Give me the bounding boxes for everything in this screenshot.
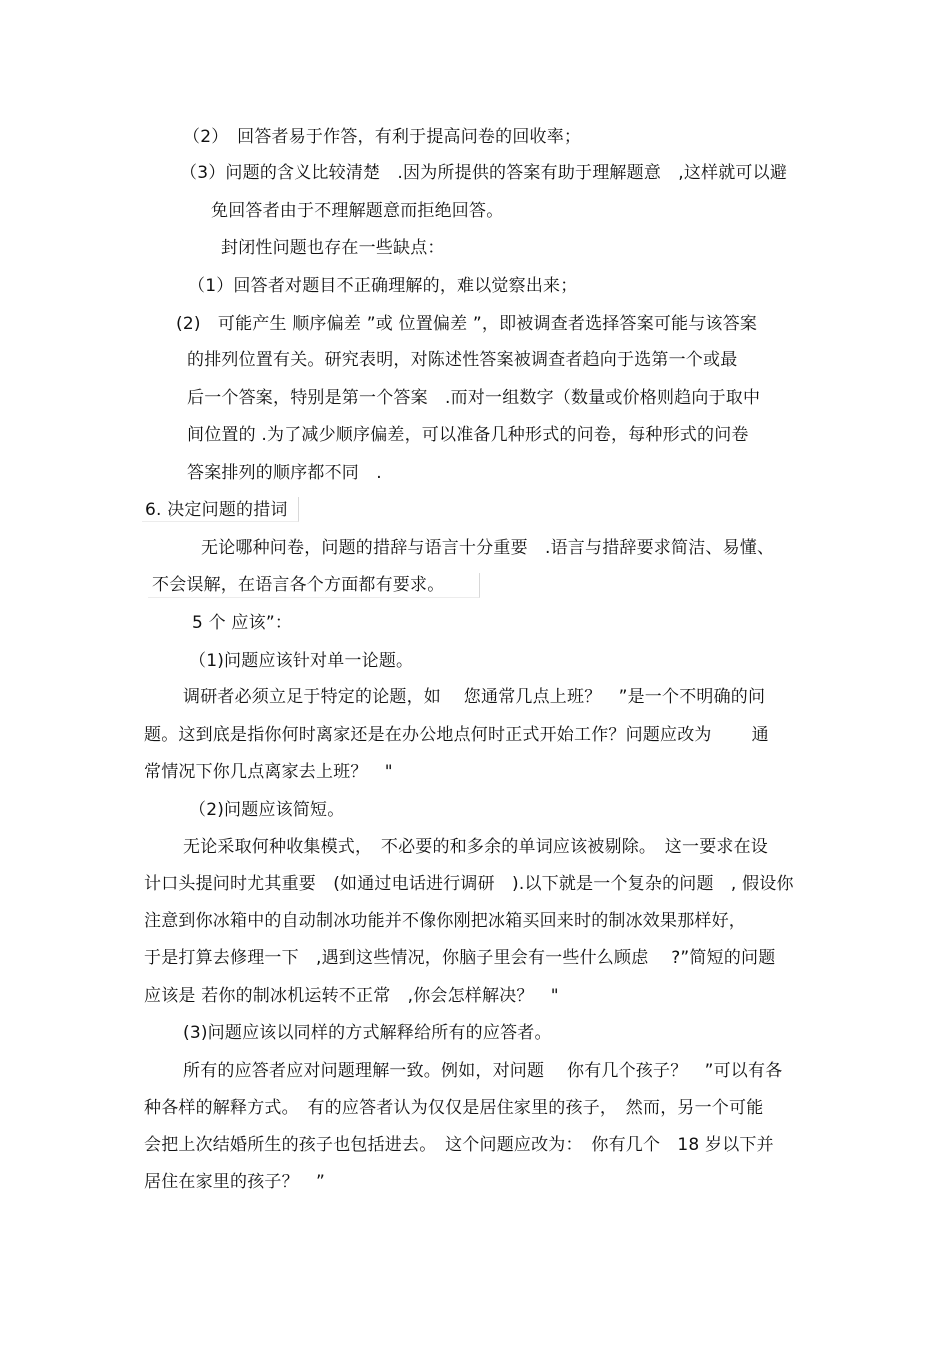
- text-line-6: (2) 可能产生 顺序偏差 ”或 位置偏差 ”，即被调查者选择答案可能与该答案: [176, 314, 758, 334]
- section-heading: 6. 决定问题的措词: [145, 500, 288, 520]
- text-line-13: 不会误解，在语言各个方面都有要求。: [152, 575, 445, 595]
- text-line-19: （2)问题应该简短。: [189, 800, 345, 820]
- text-line-14: 5 个 应该”：: [192, 613, 293, 633]
- text-line-29: 居住在家里的孩子？ ”: [144, 1172, 326, 1192]
- text-line-25: (3)问题应该以同样的方式解释给所有的应答者。: [183, 1023, 552, 1043]
- text-line-24: 应该是 若你的制冰机运转不正常 ,你会怎样解决？ ": [144, 986, 559, 1006]
- text-line-12: 无论哪种问卷，问题的措辞与语言十分重要 .语言与措辞要求简洁、易懂、: [201, 538, 775, 558]
- text-line-15: （1)问题应该针对单一论题。: [189, 651, 414, 671]
- text-line-16: 调研者必须立足于特定的论题，如 您通常几点上班？ ”是一个不明确的问: [183, 687, 766, 707]
- text-line-8: 后一个答案，特别是第一个答案 .而对一组数字（数量或价格则趋向于取中: [187, 388, 761, 408]
- text-line-1: （2） 回答者易于作答，有利于提高问卷的回收率；: [183, 127, 582, 147]
- text-line-18: 常情况下你几点离家去上班？ ": [144, 762, 393, 782]
- text-line-3: 免回答者由于不理解题意而拒绝回答。: [211, 201, 504, 221]
- text-line-23: 于是打算去修理一下 ,遇到这些情况，你脑子里会有一些什么顾虑 ?”简短的问题: [144, 948, 776, 968]
- text-line-22: 注意到你冰箱中的自动制冰功能并不像你刚把冰箱买回来时的制冰效果那样好，: [144, 911, 746, 931]
- text-line-17: 题。这到底是指你何时离家还是在办公地点何时正式开始工作？问题应改为 通: [144, 725, 769, 745]
- text-line-2: （3）问题的含义比较清楚 .因为所提供的答案有助于理解题意 ,这样就可以避: [180, 163, 788, 183]
- text-line-10: 答案排列的顺序都不同 .: [187, 463, 382, 483]
- text-line-9: 间位置的 .为了减少顺序偏差，可以准备几种形式的问卷，每种形式的问卷: [187, 425, 749, 445]
- text-line-5: （1）回答者对题目不正确理解的，难以觉察出来；: [188, 276, 578, 296]
- text-line-28: 会把上次结婚所生的孩子也包括进去。 这个问题应改为： 你有几个 18 岁以下并: [144, 1135, 774, 1155]
- text-line-20: 无论采取何种收集模式， 不必要的和多余的单词应该被剔除。 这一要求在设: [183, 837, 768, 857]
- text-line-27: 种各样的解释方式。 有的应答者认为仅仅是居住家里的孩子， 然而，另一个可能: [144, 1098, 764, 1118]
- text-line-21: 计口头提问时尤其重要 (如通过电话进行调研 ).以下就是一个复杂的问题 , 假设你: [144, 874, 794, 894]
- text-line-4: 封闭性问题也存在一些缺点：: [221, 238, 445, 258]
- text-line-26: 所有的应答者应对问题理解一致。例如，对问题 你有几个孩子？ ”可以有各: [183, 1061, 783, 1081]
- text-line-7: 的排列位置有关。研究表明，对陈述性答案被调查者趋向于选第一个或最: [187, 350, 738, 370]
